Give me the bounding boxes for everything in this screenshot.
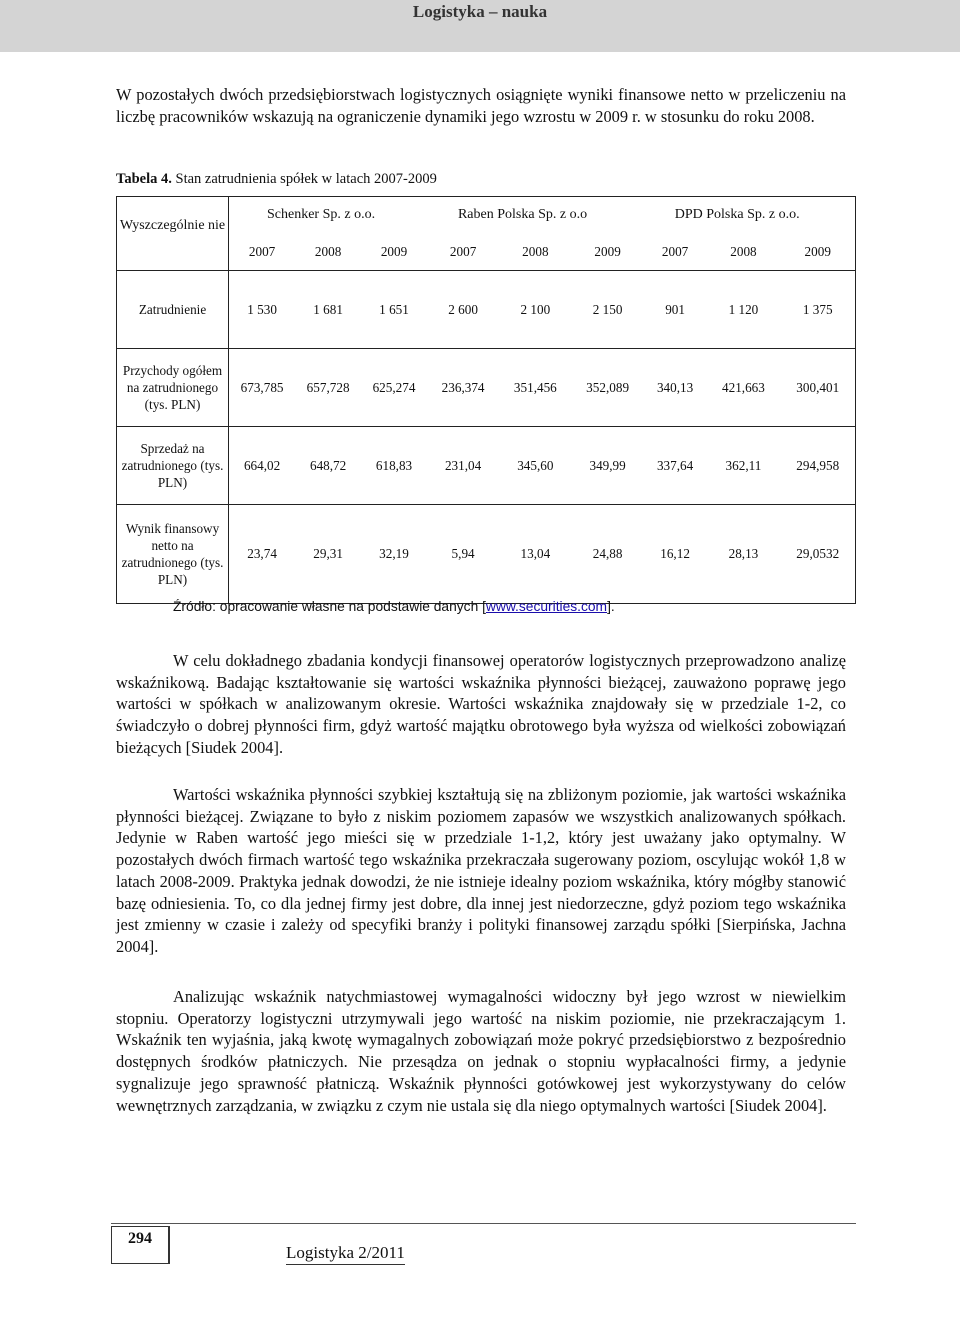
footer-journal: Logistyka 2/2011 — [286, 1243, 405, 1265]
year-cell: 2007 — [229, 234, 296, 271]
table-caption — [116, 171, 437, 188]
footer-divider — [111, 1223, 856, 1224]
company-dpd: DPD Polska Sp. z o.o. — [644, 197, 856, 234]
header-label: Wyszczególnie nie — [117, 197, 229, 271]
company-raben: Raben Polska Sp. z o.o — [427, 197, 644, 234]
row-label: Sprzedaż na zatrudnionego (tys. PLN) — [117, 427, 229, 505]
value-cell: 351,456 — [499, 349, 571, 427]
value-cell: 5,94 — [427, 505, 499, 604]
source-prefix: Źródło: opracowanie własne na podstawie danych [ — [173, 599, 486, 614]
table-row-sales — [117, 427, 856, 505]
source-link[interactable]: www.securities.com — [485, 599, 608, 614]
value-cell: 1 375 — [780, 271, 855, 349]
value-cell: 294,958 — [780, 427, 855, 505]
body-paragraph-2: Wartości wskaźnika płynności szybkiej kształtują się na zbliżonym poziomie, jak wartości wskaźnika płynności bieżącej. Związane to było z niskim poziomem zapasów we wszystkich analizowanych spółkach. Jedynie w Raben wartość jego mieści się w przedziale 1-1,2, który jest uważany jako optymalny. W pozostałych dwóch firmach wartość tego wskaźnika przekraczała sugerowany poziom, oscylując wokół 1,8 w latach 2008-2009. Praktyka jednak dowodzi, że nie istnieje idealny poziom wskaźnika, który mógłby stanowić bazę odniesienia. To, co dla jednej firmy jest dobre, dla innej jest niedorzeczne, gdyż poziom tego wskaźnika jest zmienny w czasie i zależy od specyfiki branży i polityki finansowej zarządu spółki [Sierpińska, Jachna 2004]. — [116, 785, 846, 956]
value-cell: 362,11 — [706, 427, 780, 505]
company-schenker: Schenker Sp. z o.o. — [229, 197, 427, 234]
source-suffix: ]. — [607, 599, 615, 614]
header-bar — [0, 0, 960, 52]
value-cell: 32,19 — [361, 505, 427, 604]
value-cell: 648,72 — [295, 427, 361, 505]
row-label: Zatrudnienie — [117, 271, 229, 349]
value-cell: 1 651 — [361, 271, 427, 349]
value-cell: 23,74 — [229, 505, 296, 604]
value-cell: 1 530 — [229, 271, 296, 349]
row-label: Wynik finansowy netto na zatrudnionego (tys. PLN) — [117, 505, 229, 604]
value-cell: 345,60 — [499, 427, 571, 505]
value-cell: 673,785 — [229, 349, 296, 427]
value-cell: 618,83 — [361, 427, 427, 505]
year-cell: 2008 — [706, 234, 780, 271]
value-cell: 2 100 — [499, 271, 571, 349]
value-cell: 2 150 — [571, 271, 643, 349]
value-cell: 28,13 — [706, 505, 780, 604]
value-cell: 300,401 — [780, 349, 855, 427]
year-cell: 2007 — [427, 234, 499, 271]
journal-header: Logistyka – nauka — [412, 2, 548, 21]
value-cell: 13,04 — [499, 505, 571, 604]
value-cell: 24,88 — [571, 505, 643, 604]
table-row-revenue — [117, 349, 856, 427]
value-cell: 16,12 — [644, 505, 707, 604]
intro-paragraph: W pozostałych dwóch przedsiębiorstwach logistycznych osiągnięte wyniki finansowe netto w przeliczeniu na liczbę pracowników wskazują na ograniczenie dynamiki jego wzrostu w 2009 r. w stosunku do roku 2008. — [116, 85, 846, 126]
value-cell: 2 600 — [427, 271, 499, 349]
value-cell: 29,31 — [295, 505, 361, 604]
year-cell: 2008 — [295, 234, 361, 271]
year-cell: 2007 — [644, 234, 707, 271]
year-cell: 2009 — [571, 234, 643, 271]
value-cell: 29,0532 — [780, 505, 855, 604]
value-cell: 337,64 — [644, 427, 707, 505]
employment-table — [116, 196, 856, 604]
year-cell: 2009 — [361, 234, 427, 271]
table-row-net-result — [117, 505, 856, 604]
value-cell: 901 — [644, 271, 707, 349]
value-cell: 657,728 — [295, 349, 361, 427]
value-cell: 664,02 — [229, 427, 296, 505]
year-cell: 2009 — [780, 234, 855, 271]
year-cell: 2008 — [499, 234, 571, 271]
value-cell: 625,274 — [361, 349, 427, 427]
value-cell: 349,99 — [571, 427, 643, 505]
value-cell: 352,089 — [571, 349, 643, 427]
table-number: Tabela 4. — [116, 171, 172, 187]
page-number: 294 — [111, 1226, 170, 1264]
value-cell: 340,13 — [644, 349, 707, 427]
value-cell: 236,374 — [427, 349, 499, 427]
table-row-employment — [117, 271, 856, 349]
body-paragraph-1: W celu dokładnego zbadania kondycji finansowej operatorów logistycznych przeprowadzono analizę wskaźnikową. Badając kształtowanie się wartości wskaźnika płynności bieżącej, zauważono poprawę jego wartości w spółkach w analizowanym okresie. Wartości wskaźnika znajdowały się w przedziale 1-2, co świadczyło o dobrej płynności firm, gdyż wartość majątku obrotowego była wyższa od wielkości zobowiązań bieżących [Siudek 2004]. — [116, 651, 846, 757]
row-label: Przychody ogółem na zatrudnionego (tys. PLN) — [117, 349, 229, 427]
table-title: Stan zatrudnienia spółek w latach 2007-2009 — [175, 171, 437, 187]
table-source — [173, 599, 615, 614]
value-cell: 1 120 — [706, 271, 780, 349]
value-cell: 1 681 — [295, 271, 361, 349]
body-paragraph-3: Analizując wskaźnik natychmiastowej wymagalności widoczny był jego wzrost w niewielkim stopniu. Operatorzy logistyczni utrzymywali jego wartość na niskim poziomie, nie przekraczającym 1. Wskaźnik ten wyjaśnia, jaką kwotę wymagalnych zobowiązań może pokryć przedsiębiorstwo z bezpośrednio dostępnych środków płatniczych. Nie przesądza on jednak o stopniu wypłacalności firmy, a jedynie sygnalizuje jego sprawność płatniczą. Wskaźnik płynności gotówkowej jest wykorzystywany do celów wewnętrznych zarządzania, w związku z czym nie ustala się dla niego optymalnych wartości [Siudek 2004]. — [116, 987, 846, 1115]
value-cell: 231,04 — [427, 427, 499, 505]
value-cell: 421,663 — [706, 349, 780, 427]
